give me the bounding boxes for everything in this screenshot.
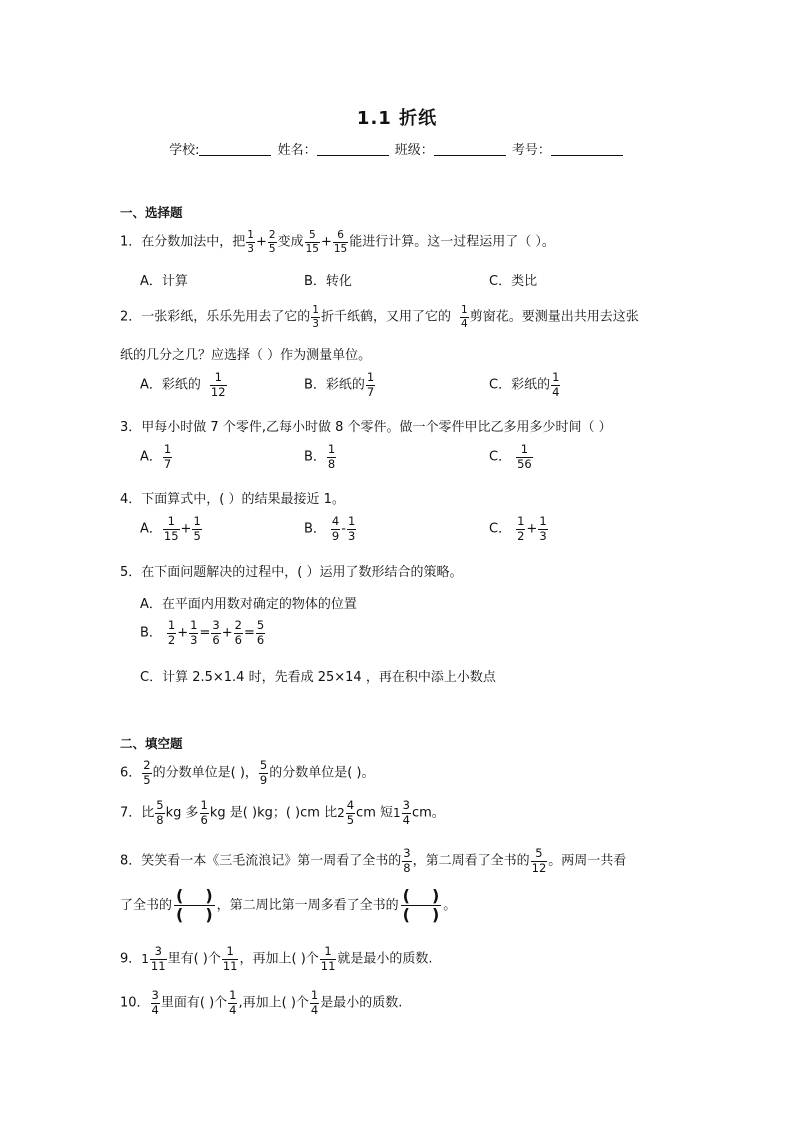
denominator: 5 — [193, 528, 201, 543]
q6-text-b: 的分数单位是( )。 — [269, 765, 375, 781]
option-label: A．彩纸的 — [140, 377, 201, 393]
q10-number: 10． — [120, 995, 150, 1011]
option-fraction — [516, 444, 533, 470]
numerator: 5 — [531, 848, 548, 862]
section-title-choice: 一、选择题 — [120, 205, 183, 220]
q10-text-c: 是最小的质数. — [320, 995, 403, 1011]
numerator: 3 — [402, 798, 410, 812]
paren-close: ) — [205, 905, 213, 924]
numerator: 1 — [167, 618, 176, 632]
q5-number: 5． — [120, 565, 142, 580]
option-fraction-1 — [167, 620, 176, 646]
numerator: 1 — [552, 370, 560, 384]
denominator: 8 — [403, 860, 411, 875]
denominator: 4 — [151, 1002, 159, 1017]
option-fraction — [551, 372, 560, 398]
name-label: 姓名： — [277, 143, 317, 158]
denominator: 11 — [222, 958, 238, 973]
class-blank[interactable] — [434, 143, 506, 156]
student-info-line — [0, 139, 794, 158]
paren-close: ) — [205, 886, 213, 905]
denominator: 6 — [200, 812, 208, 827]
q4-option-b[interactable] — [304, 516, 357, 542]
q2-option-a[interactable] — [140, 372, 228, 398]
paren-open: ( — [402, 905, 410, 924]
operator: + — [526, 521, 538, 537]
numerator: 1 — [516, 444, 533, 458]
q1-fraction-1 — [246, 230, 255, 254]
mixed-whole: 1 — [141, 952, 149, 966]
option-label: C．彩纸的 — [489, 377, 551, 393]
q2-fraction-2 — [460, 305, 469, 329]
q8-text-d: 了全书的 — [120, 898, 173, 913]
option-fraction-2 — [538, 516, 547, 542]
q8-number: 8． — [120, 853, 142, 869]
numerator: 3 — [151, 988, 159, 1002]
question-3 — [120, 416, 612, 435]
denominator: 3 — [347, 528, 356, 543]
option-label: A． — [140, 521, 162, 537]
denominator: 6 — [234, 632, 242, 647]
q8-line-2 — [120, 888, 456, 923]
q10-fraction-3 — [310, 990, 319, 1016]
q10-fraction-1 — [151, 990, 160, 1016]
question-5 — [120, 561, 463, 580]
denominator: 7 — [163, 456, 172, 471]
question-6 — [120, 760, 375, 786]
numerator: 1 — [539, 514, 547, 528]
q7-text-b: kg 多 — [165, 805, 199, 821]
option-fraction-1 — [516, 516, 525, 542]
paren-open: ( — [176, 905, 184, 924]
option-label: B． — [140, 625, 162, 641]
numerator: 1 — [347, 514, 356, 528]
option-fraction-3 — [211, 620, 220, 646]
number-label: 考号： — [511, 143, 551, 158]
denominator: 15 — [305, 242, 319, 255]
numerator: 1 — [200, 798, 208, 812]
numerator: 2 — [268, 229, 276, 241]
page-title: 1.1 折纸 — [356, 108, 438, 129]
denominator: 4 — [402, 812, 410, 827]
numerator: 3 — [150, 946, 167, 960]
denominator: 7 — [366, 384, 375, 399]
denominator: 5 — [268, 242, 276, 255]
option-label: B． — [304, 449, 326, 465]
option-label: C． — [489, 521, 512, 537]
q9-text-a: 里有( )个 — [167, 951, 221, 967]
q1-fraction-4 — [333, 230, 348, 254]
q3-text: 甲每小时做 7 个零件,乙每小时做 8 个零件。做一个零件甲比乙多用多少时间（ ） — [141, 420, 612, 435]
q7-text-a: 比 — [141, 805, 155, 821]
numerator: 5 — [259, 758, 268, 772]
class-label: 班级： — [394, 143, 434, 158]
blank-numerator — [401, 888, 442, 906]
option-fraction-5 — [256, 620, 265, 646]
blank-denominator — [174, 906, 215, 923]
question-7 — [120, 800, 445, 826]
q10-text-a: 里面有( )个 — [160, 995, 228, 1011]
denominator: 9 — [331, 528, 340, 543]
q1-fraction-2 — [268, 230, 277, 254]
denominator: 3 — [247, 242, 254, 255]
q10-text-b: ,再加上( )个 — [238, 995, 309, 1011]
numerator: 4 — [346, 798, 355, 812]
numerator: 1 — [163, 516, 180, 530]
q7-fraction-1 — [155, 800, 164, 826]
q6-fraction-1 — [142, 760, 151, 786]
paren-close: ) — [431, 905, 440, 924]
q2-text-a: 一张彩纸，乐乐先用去了它的 — [141, 309, 311, 325]
mixed-whole: 1 — [393, 806, 401, 820]
q9-fraction-2 — [222, 946, 239, 972]
mixed-whole: 2 — [337, 806, 345, 820]
q7-text-c: kg 是( )kg；( )cm 比 — [209, 805, 338, 821]
q8-text-f: 。 — [443, 898, 457, 913]
denominator: 8 — [327, 456, 336, 471]
question-9 — [120, 946, 433, 972]
q5-option-b[interactable] — [140, 620, 266, 646]
option-label: C． — [489, 449, 512, 465]
q2-number: 2． — [120, 309, 142, 325]
q7-fraction-2 — [200, 800, 209, 826]
denominator: 15 — [333, 242, 348, 255]
q8-text-b: ，第二周看了全书的 — [412, 853, 530, 869]
name-blank[interactable] — [317, 143, 389, 156]
q2-option-b[interactable] — [304, 372, 376, 398]
numerator: 4 — [331, 514, 340, 528]
denominator: 8 — [156, 812, 164, 827]
plus-sign: + — [255, 234, 267, 250]
q7-number: 7． — [120, 805, 142, 821]
q9-number: 9． — [120, 951, 142, 967]
denominator: 6 — [212, 632, 220, 647]
q5-option-a[interactable]: A．在平面内用数对确定的物体的位置 — [140, 597, 357, 612]
option-fraction-2 — [347, 516, 356, 542]
plus-sign: + — [320, 234, 332, 250]
option-fraction — [163, 444, 172, 470]
q8-fraction-2 — [531, 848, 548, 874]
q1-text-a: 在分数加法中，把 — [141, 234, 246, 250]
option-label: A． — [140, 449, 162, 465]
numerator: 5 — [256, 618, 265, 632]
q8-text-e: ，第二周比第一周多看了全书的 — [216, 898, 399, 913]
numerator: 6 — [333, 230, 348, 243]
q2-line-2: 纸的几分之几？应选择（ ）作为测量单位。 — [120, 348, 372, 363]
operator: - — [341, 521, 346, 537]
option-label: B．彩纸的 — [304, 377, 365, 393]
numerator: 2 — [143, 758, 151, 772]
denominator: 2 — [167, 632, 176, 647]
option-fraction-1 — [331, 516, 340, 542]
q6-fraction-2 — [259, 760, 268, 786]
denominator: 4 — [461, 317, 468, 330]
q1-option-b[interactable]: B．转化 — [304, 274, 352, 289]
q5-text: 在下面问题解决的过程中，( ）运用了数形结合的策略。 — [141, 565, 463, 580]
denominator: 9 — [259, 772, 268, 787]
q1-option-a[interactable]: A．计算 — [140, 274, 188, 289]
denominator: 5 — [143, 772, 151, 787]
option-fraction-1 — [163, 516, 180, 542]
q3-option-b[interactable] — [304, 444, 337, 470]
denominator: 4 — [552, 384, 560, 399]
paren-open: ( — [402, 886, 410, 905]
q9-fraction-3 — [320, 946, 337, 972]
numerator: 1 — [366, 370, 375, 384]
blank-denominator — [401, 906, 442, 923]
school-label: 学校: — [169, 143, 200, 158]
denominator: 4 — [310, 1002, 319, 1017]
option-fraction-2 — [192, 516, 201, 542]
q8-fraction-1 — [402, 848, 411, 874]
numerator: 1 — [193, 514, 201, 528]
q9-text-b: ，再加上( )个 — [239, 951, 319, 967]
q3-option-a[interactable] — [140, 444, 173, 470]
numerator: 1 — [210, 372, 227, 386]
question-2 — [120, 305, 639, 329]
q9-fraction-1 — [150, 946, 167, 972]
option-fraction — [327, 444, 336, 470]
q9-text-c: 就是最小的质数. — [337, 951, 433, 967]
option-fraction-4 — [234, 620, 243, 646]
numerator: 1 — [190, 618, 198, 632]
operator: + — [180, 521, 192, 537]
denominator: 4 — [229, 1002, 237, 1017]
denominator: 6 — [256, 632, 265, 647]
q6-text-a: 的分数单位是( )， — [152, 765, 258, 781]
numerator: 1 — [163, 442, 172, 456]
q3-option-c[interactable] — [489, 444, 534, 470]
denominator: 3 — [190, 632, 198, 647]
denominator: 3 — [312, 317, 319, 330]
q8-text-a: 笑笑看一本《三毛流浪记》第一周看了全书的 — [141, 853, 402, 869]
q4-number: 4． — [120, 492, 142, 507]
q10-fraction-2 — [228, 990, 237, 1016]
q8-text-c: 。两周一共看 — [548, 853, 627, 869]
paren-close: ) — [431, 886, 440, 905]
numerator: 5 — [305, 230, 320, 243]
denominator: 15 — [163, 528, 179, 543]
q2-fraction-1 — [311, 305, 320, 329]
q7-fraction-3 — [346, 800, 355, 826]
q2-option-c[interactable] — [489, 372, 561, 398]
q3-number: 3． — [120, 420, 142, 435]
equals-sign: = — [199, 625, 211, 641]
option-fraction — [210, 372, 227, 398]
numerator: 1 — [312, 304, 319, 316]
numerator: 1 — [320, 946, 337, 960]
option-label: B． — [304, 521, 326, 537]
equals-sign: = — [243, 625, 255, 641]
q4-text: 下面算式中，( ）的结果最接近 1。 — [141, 492, 345, 507]
operator: + — [177, 625, 189, 641]
operator: + — [221, 625, 233, 641]
numerator: 1 — [310, 988, 319, 1002]
denominator: 12 — [531, 860, 547, 875]
q1-number: 1． — [120, 234, 142, 250]
numerator: 1 — [229, 988, 237, 1002]
q2-text-c: 剪窗花。要测量出共用去这张 — [469, 309, 639, 325]
denominator: 11 — [320, 958, 336, 973]
numerator: 1 — [517, 514, 525, 528]
numerator: 3 — [403, 846, 411, 860]
option-fraction — [366, 372, 375, 398]
denominator: 11 — [150, 958, 166, 973]
section-title-fill: 二、填空题 — [120, 736, 183, 751]
numerator: 5 — [156, 798, 164, 812]
paren-open: ( — [176, 886, 184, 905]
numerator: 1 — [461, 304, 468, 316]
denominator: 2 — [517, 528, 525, 543]
q7-text-d: cm 短 — [356, 805, 393, 821]
q7-fraction-4 — [402, 800, 411, 826]
numerator: 1 — [222, 946, 239, 960]
numerator: 1 — [327, 442, 336, 456]
q4-option-a[interactable] — [140, 516, 203, 542]
q5-option-c[interactable]: C．计算 2.5×1.4 时，先看成 25×14 ，再在积中添上小数点 — [140, 670, 496, 685]
q1-text-c: 能进行计算。这一过程运用了（ ）。 — [349, 234, 555, 250]
q8-answer-fraction-2[interactable] — [401, 888, 442, 923]
numerator: 3 — [212, 618, 220, 632]
denominator: 3 — [539, 528, 547, 543]
numerator: 2 — [234, 618, 242, 632]
q1-text-b: 变成 — [277, 234, 304, 250]
numerator: 1 — [247, 229, 254, 241]
q1-option-c[interactable]: C．类比 — [489, 274, 538, 289]
q2-text-b: 折千纸鹤，又用了它的 — [320, 309, 451, 325]
number-blank[interactable] — [551, 143, 623, 156]
school-blank[interactable] — [199, 143, 271, 156]
q8-answer-fraction-1[interactable] — [174, 888, 215, 923]
q6-number: 6． — [120, 765, 142, 781]
blank-numerator — [174, 888, 215, 906]
q7-text-e: cm。 — [411, 805, 445, 821]
question-10 — [120, 990, 402, 1016]
q4-option-c[interactable] — [489, 516, 549, 542]
option-fraction-2 — [189, 620, 198, 646]
question-4 — [120, 488, 345, 507]
question-1 — [120, 230, 555, 254]
q1-fraction-3 — [305, 230, 320, 254]
question-8 — [120, 848, 626, 874]
denominator: 56 — [517, 456, 532, 471]
denominator: 5 — [346, 812, 355, 827]
denominator: 12 — [210, 384, 226, 399]
